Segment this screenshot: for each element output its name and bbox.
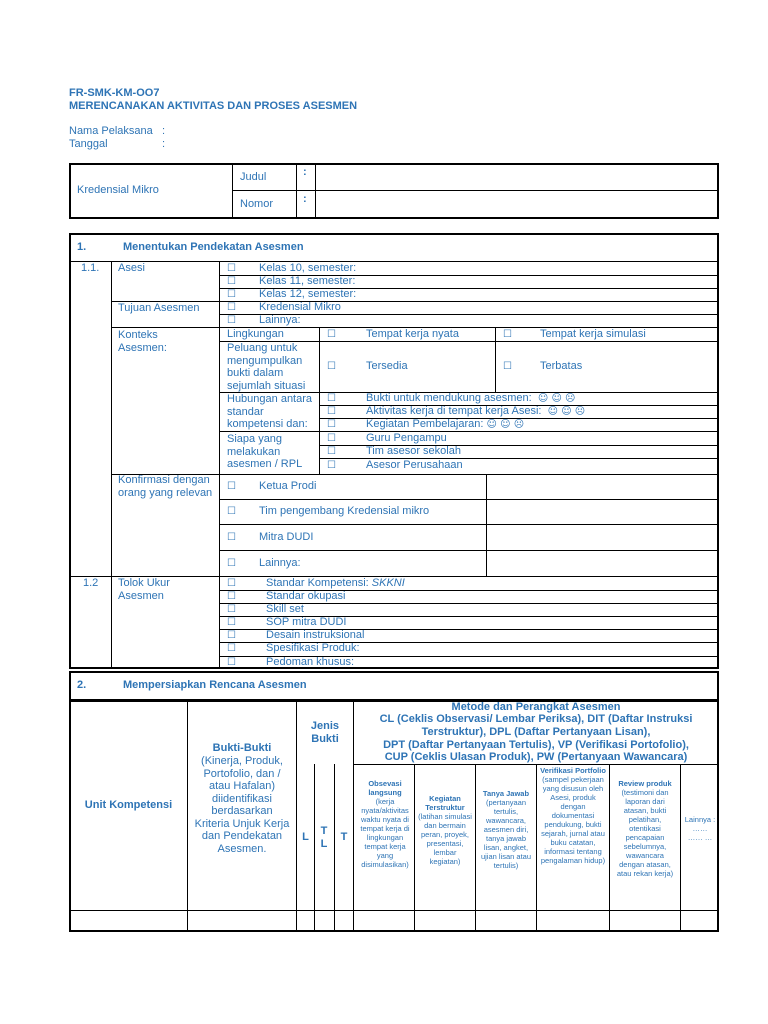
checkbox[interactable]: ☐	[227, 657, 236, 668]
face-icons[interactable]: ☺ ☺ ☹	[537, 393, 576, 404]
checkbox[interactable]: ☐	[227, 481, 236, 492]
siapa-label: Siapa yang melakukan asesmen / RPL	[227, 433, 303, 470]
checkbox[interactable]: ☐	[327, 361, 336, 372]
konfirmasi-option-2: Tim pengembang Kredensial mikro	[259, 505, 430, 517]
jenis-t: T	[340, 831, 348, 843]
tolok-option-1: Standar Kompetensi: SKKNI	[266, 577, 405, 589]
lingkungan-label: Lingkungan	[227, 328, 284, 340]
s12-number: 1.2	[83, 577, 99, 589]
checkbox[interactable]: ☐	[227, 289, 236, 300]
tolok-option-6: Spesifikasi Produk:	[266, 642, 360, 654]
hubungan-label: Hubungan antara standar kompetensi dan:	[227, 393, 313, 430]
peluang-option-1: Tersedia	[366, 360, 408, 372]
tujuan-label: Tujuan Asesmen	[118, 302, 200, 314]
checkbox[interactable]: ☐	[503, 361, 512, 372]
jenis-bukti-label: Jenis Bukti	[310, 720, 340, 745]
method-kegiatan: Kegiatan Terstruktur (latihan simulasi dan bermain peran, proyek, presentasi, lembar kegiatan)	[418, 794, 472, 866]
lingkungan-option-2: Tempat kerja simulasi	[540, 328, 646, 340]
peluang-option-2: Terbatas	[540, 360, 583, 372]
tolok-option-2: Standar okupasi	[266, 590, 346, 602]
bukti-title: Bukti-Bukti	[212, 742, 272, 754]
konfirmasi-option-4: Lainnya:	[259, 557, 301, 569]
checkbox[interactable]: ☐	[227, 617, 236, 628]
siapa-option-1: Guru Pengampu	[366, 432, 447, 444]
checkbox[interactable]: ☐	[327, 460, 336, 471]
checkbox[interactable]: ☐	[227, 643, 236, 654]
nomor-input[interactable]	[316, 192, 717, 217]
checkbox[interactable]: ☐	[227, 591, 236, 602]
tolok-option-4: SOP mitra DUDI	[266, 616, 347, 628]
konfirmasi-option-3: Mitra DUDI	[259, 531, 314, 543]
section1-title: Menentukan Pendekatan Asesmen	[123, 241, 304, 253]
checkbox[interactable]: ☐	[327, 329, 336, 340]
konfirmasi-option-1: Ketua Prodi	[259, 480, 317, 492]
form-title: MERENCANAKAN AKTIVITAS DAN PROSES ASESMEN	[69, 100, 358, 112]
checkbox[interactable]: ☐	[227, 276, 236, 287]
konfirmasi-label: Konfirmasi dengan orang yang relevan	[118, 474, 213, 499]
checkbox[interactable]: ☐	[227, 630, 236, 641]
checkbox[interactable]: ☐	[327, 406, 336, 417]
hubungan-option-2: Aktivitas kerja di tempat kerja Asesi: ☺ ☺ ☹	[366, 405, 586, 417]
judul-input[interactable]	[316, 165, 717, 190]
tolok-label: Tolok Ukur Asesmen	[118, 577, 170, 602]
checkbox[interactable]: ☐	[227, 263, 236, 274]
hubungan-option-1: Bukti untuk mendukung asesmen: ☺ ☺ ☹	[366, 392, 576, 404]
asesi-option-1: Kelas 10, semester:	[259, 262, 357, 274]
method-observasi: Obsevasi langsung (kerja nyata/aktivitas waktu nyata di tempat kerja di lingkungan tempat kerja yang disimulasikan)	[360, 779, 410, 869]
konteks-label: Konteks Asesmen:	[118, 329, 167, 354]
tujuan-option-1: Kredensial Mikro	[259, 301, 341, 313]
section1-number: 1.	[77, 241, 87, 253]
face-icons[interactable]: ☺ ☺ ☹	[547, 406, 586, 417]
nama-pelaksana-colon: :	[162, 125, 166, 137]
checkbox[interactable]: ☐	[227, 315, 236, 326]
nomor-label: Nomor	[240, 198, 274, 210]
checkbox[interactable]: ☐	[327, 393, 336, 404]
judul-label: Judul	[240, 171, 267, 183]
checkbox[interactable]: ☐	[227, 302, 236, 313]
tolok-option-7: Pedoman khusus:	[266, 656, 355, 668]
method-verifikasi: Verifikasi Portfolio (sampel pekerjaan yang disusun oleh Asesi, produk dengan dokumentasi pendukung, bukti sejarah, jurnal atau buku catatan, informasi tentang pengalaman hidup)	[540, 766, 606, 865]
hubungan-option-3: Kegiatan Pembelajaran: ☺ ☺ ☹	[366, 418, 525, 430]
metode-line-1: CL (Ceklis Observasi/ Lembar Periksa), DIT (Daftar Instruksi	[379, 713, 693, 725]
peluang-label: Peluang untuk mengumpulkan bukti dalam sejumlah situasi	[227, 342, 306, 392]
checkbox[interactable]: ☐	[327, 419, 336, 430]
section2-number: 2.	[77, 679, 87, 691]
jenis-l: L	[302, 831, 309, 843]
method-lainnya: Lainnya : …… …… …	[684, 815, 716, 842]
nama-pelaksana-label: Nama Pelaksana	[69, 125, 153, 137]
face-icons[interactable]: ☺ ☺ ☹	[486, 419, 525, 430]
judul-colon: :	[303, 166, 307, 178]
checkbox[interactable]: ☐	[327, 433, 336, 444]
asesi-option-2: Kelas 11, semester:	[259, 275, 356, 287]
checkbox[interactable]: ☐	[327, 446, 336, 457]
checkbox[interactable]: ☐	[227, 506, 236, 517]
siapa-option-3: Asesor Perusahaan	[366, 459, 463, 471]
jenis-tl: T L	[320, 825, 328, 850]
checkbox[interactable]: ☐	[227, 604, 236, 615]
unit-kompetensi-label: Unit Kompetensi	[84, 799, 173, 811]
metode-line-3: DPT (Daftar Pertanyaan Tertulis), VP (Verifikasi Portofolio),	[383, 739, 689, 751]
method-review: Review produk (testimoni dan laporan dari atasan, bukti pelatihan, otentikasi pencapaian sebelumnya, wawancara dengan atasan, atau rekan kerja)	[616, 779, 674, 878]
nomor-colon: :	[303, 193, 307, 205]
siapa-option-2: Tim asesor sekolah	[366, 445, 461, 457]
lingkungan-option-1: Tempat kerja nyata	[366, 328, 459, 340]
method-tanya-jawab: Tanya Jawab (pertanyaan tertulis, wawancara, asesmen diri, tanya jawab lisan, angket, ujian lisan atau tertulis)	[480, 789, 532, 870]
tolok-option-3: Skill set	[266, 603, 304, 615]
tanggal-label: Tanggal	[69, 138, 108, 150]
checkbox[interactable]: ☐	[227, 532, 236, 543]
metode-title: Metode dan Perangkat Asesmen	[451, 701, 621, 713]
bukti-desc: (Kinerja, Produk, Portofolio, dan / atau Hafalan) diidentifikasi berdasarkan Kriteria Unjuk Kerja dan Pendekatan Asesmen.	[194, 755, 290, 855]
tujuan-option-2: Lainnya:	[259, 314, 301, 326]
tanggal-colon: :	[162, 138, 166, 150]
asesi-option-3: Kelas 12, semester:	[259, 288, 357, 300]
form-code: FR-SMK-KM-OO7	[69, 87, 160, 99]
metode-line-2: Terstruktur), DPL (Daftar Pertanyaan Lisan),	[421, 726, 651, 738]
tolok-option-5: Desain instruksional	[266, 629, 365, 641]
checkbox[interactable]: ☐	[227, 578, 236, 589]
kredensial-label: Kredensial Mikro	[77, 184, 159, 196]
asesi-label: Asesi	[118, 262, 145, 274]
checkbox[interactable]: ☐	[227, 558, 236, 569]
section2-title: Mempersiapkan Rencana Asesmen	[123, 679, 307, 691]
metode-line-4: CUP (Ceklis Ulasan Produk), PW (Pertanyaan Wawancara)	[384, 751, 688, 763]
checkbox[interactable]: ☐	[503, 329, 512, 340]
s11-number: 1.1.	[81, 262, 100, 274]
